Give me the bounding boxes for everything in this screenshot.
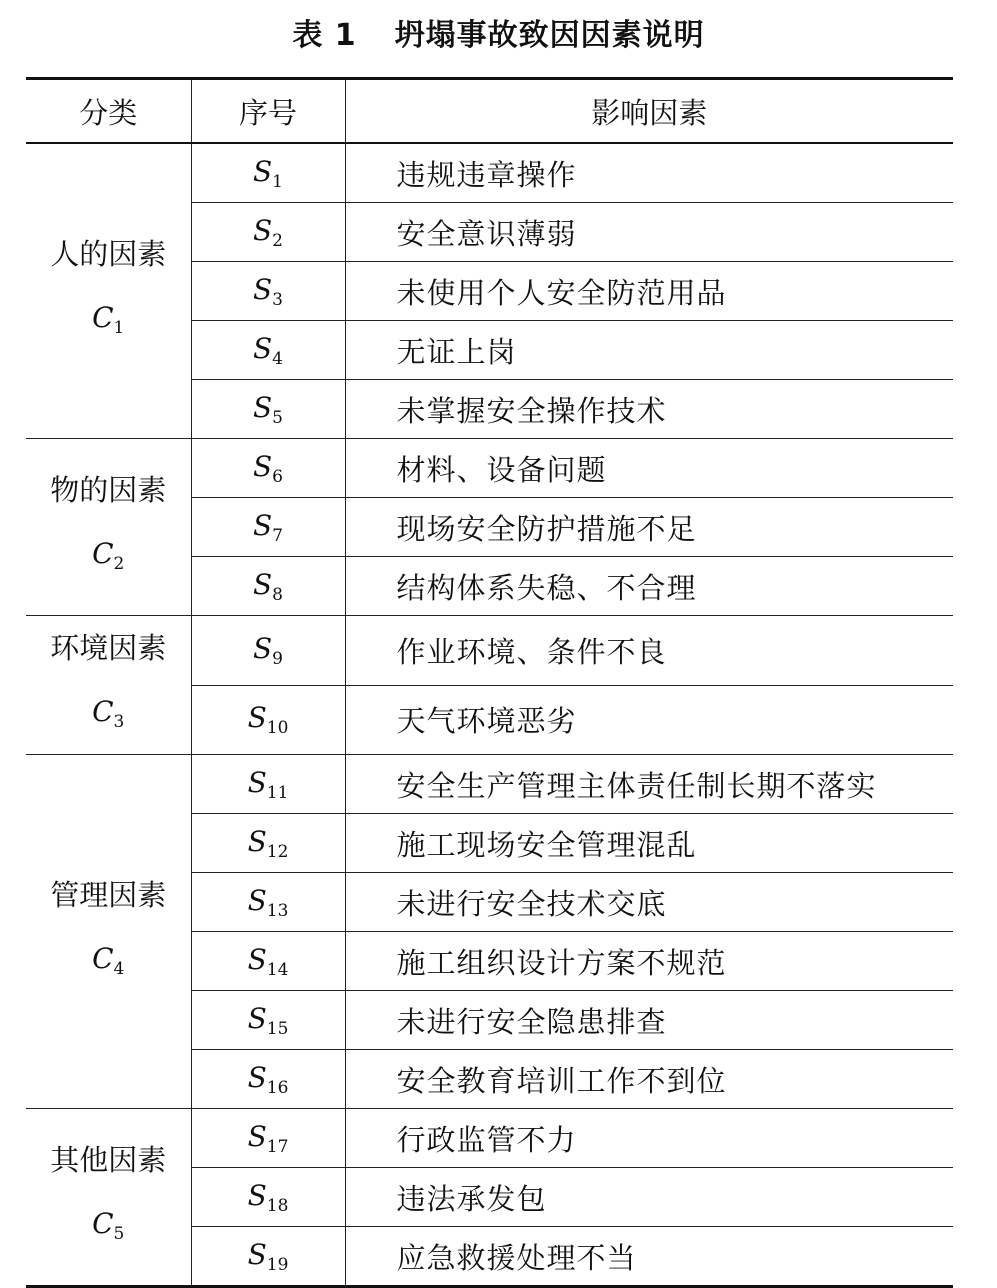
seq-subscript: 14 <box>266 959 289 980</box>
factor-cell: 行政监管不力 <box>345 1109 953 1168</box>
table-row <box>26 143 953 203</box>
table-title: 坍塌事故致因因素说明 <box>394 18 705 53</box>
seq-cell <box>191 439 345 498</box>
factor-cell: 作业环境、条件不良 <box>345 616 953 686</box>
seq-letter: S <box>247 1060 267 1094</box>
seq-subscript: 1 <box>272 171 283 192</box>
seq-subscript: 7 <box>272 525 283 546</box>
seq-letter: S <box>247 1119 267 1153</box>
seq-cell <box>191 1227 345 1287</box>
seq-cell <box>191 1109 345 1168</box>
seq-subscript: 6 <box>272 466 283 487</box>
factor-cell: 安全意识薄弱 <box>345 203 953 262</box>
seq-letter: S <box>247 1178 267 1212</box>
table-caption <box>0 14 997 58</box>
seq-subscript: 2 <box>272 230 283 251</box>
seq-subscript: 15 <box>266 1018 289 1039</box>
factor-cell: 无证上岗 <box>345 321 953 380</box>
table-row <box>26 1109 953 1168</box>
seq-letter: S <box>247 942 267 976</box>
seq-letter: S <box>252 567 273 601</box>
seq-cell <box>191 685 345 755</box>
seq-cell <box>191 991 345 1050</box>
seq-cell <box>191 262 345 321</box>
seq-subscript: 12 <box>266 841 289 862</box>
category-code <box>26 1192 191 1266</box>
seq-letter: S <box>252 390 273 424</box>
seq-cell <box>191 616 345 686</box>
seq-cell <box>191 755 345 814</box>
category-code-subscript: 5 <box>113 1224 125 1244</box>
factor-cell: 违法承发包 <box>345 1168 953 1227</box>
seq-subscript: 18 <box>266 1195 289 1216</box>
seq-subscript: 13 <box>266 900 289 921</box>
seq-subscript: 10 <box>266 718 289 739</box>
seq-subscript: 8 <box>272 584 283 605</box>
category-code <box>26 286 191 360</box>
category-name: 人的因素 <box>50 237 167 271</box>
seq-cell <box>191 380 345 439</box>
seq-letter: S <box>247 1237 267 1271</box>
factor-cell: 未使用个人安全防范用品 <box>345 262 953 321</box>
category-code-subscript: 3 <box>113 712 125 732</box>
seq-cell <box>191 143 345 203</box>
seq-letter: S <box>252 449 273 483</box>
factor-cell: 结构体系失稳、不合理 <box>345 557 953 616</box>
header-category: 分类 <box>26 79 191 144</box>
category-name: 其他因素 <box>50 1143 167 1177</box>
seq-subscript: 9 <box>272 648 283 669</box>
category-code-subscript: 2 <box>113 554 125 574</box>
seq-subscript: 11 <box>266 782 289 803</box>
seq-letter: S <box>252 508 273 542</box>
seq-cell <box>191 321 345 380</box>
category-code-letter: C <box>92 1207 114 1240</box>
seq-subscript: 17 <box>266 1136 289 1157</box>
seq-letter: S <box>247 765 267 799</box>
header-factor: 影响因素 <box>345 79 953 144</box>
seq-cell <box>191 1168 345 1227</box>
seq-letter: S <box>252 213 273 247</box>
category-code-letter: C <box>92 537 114 570</box>
category-code-subscript: 4 <box>113 958 125 979</box>
factor-cell: 现场安全防护措施不足 <box>345 498 953 557</box>
factor-cell: 未进行安全隐患排查 <box>345 991 953 1050</box>
header-seq: 序号 <box>191 79 345 144</box>
category-name: 管理因素 <box>50 877 167 912</box>
factor-cell: 材料、设备问题 <box>345 439 953 498</box>
seq-subscript: 19 <box>266 1254 289 1275</box>
factor-cell: 未掌握安全操作技术 <box>345 380 953 439</box>
seq-subscript: 16 <box>266 1077 289 1098</box>
category-code <box>26 680 191 754</box>
factor-cell: 未进行安全技术交底 <box>345 873 953 932</box>
seq-cell <box>191 932 345 991</box>
header-row <box>26 79 953 144</box>
seq-cell <box>191 814 345 873</box>
seq-letter: S <box>247 701 267 735</box>
table-row <box>26 616 953 686</box>
category-cell <box>26 439 191 616</box>
category-code-letter: C <box>92 941 114 975</box>
seq-letter: S <box>247 824 267 858</box>
seq-cell <box>191 498 345 557</box>
category-cell <box>26 143 191 439</box>
seq-cell <box>191 203 345 262</box>
category-cell <box>26 1109 191 1287</box>
seq-letter: S <box>252 631 273 665</box>
category-name: 环境因素 <box>50 631 167 665</box>
seq-cell <box>191 873 345 932</box>
table-row <box>26 755 953 814</box>
factor-cell: 施工现场安全管理混乱 <box>345 814 953 873</box>
seq-cell <box>191 1050 345 1109</box>
factor-table <box>26 77 953 1288</box>
seq-letter: S <box>252 272 273 306</box>
factor-cell: 安全生产管理主体责任制长期不落实 <box>345 755 953 814</box>
factor-cell: 天气环境恶劣 <box>345 685 953 755</box>
seq-letter: S <box>247 883 267 917</box>
factor-cell: 应急救援处理不当 <box>345 1227 953 1287</box>
category-cell <box>26 616 191 755</box>
seq-subscript: 4 <box>272 348 283 369</box>
category-code <box>26 927 191 1001</box>
category-cell <box>26 755 191 1109</box>
table-body <box>26 143 953 1287</box>
seq-subscript: 5 <box>272 407 283 428</box>
factor-cell: 安全教育培训工作不到位 <box>345 1050 953 1109</box>
category-code-letter: C <box>92 695 114 728</box>
seq-letter: S <box>252 154 273 188</box>
seq-subscript: 3 <box>272 289 283 310</box>
factor-cell: 违规违章操作 <box>345 143 953 203</box>
category-code-subscript: 1 <box>113 318 125 338</box>
category-code-letter: C <box>92 301 114 334</box>
seq-letter: S <box>252 331 273 365</box>
factor-cell: 施工组织设计方案不规范 <box>345 932 953 991</box>
table-row <box>26 439 953 498</box>
table-number: 表 1 <box>292 18 357 53</box>
category-code <box>26 522 191 596</box>
category-name: 物的因素 <box>50 473 167 507</box>
seq-letter: S <box>247 1001 267 1035</box>
seq-cell <box>191 557 345 616</box>
